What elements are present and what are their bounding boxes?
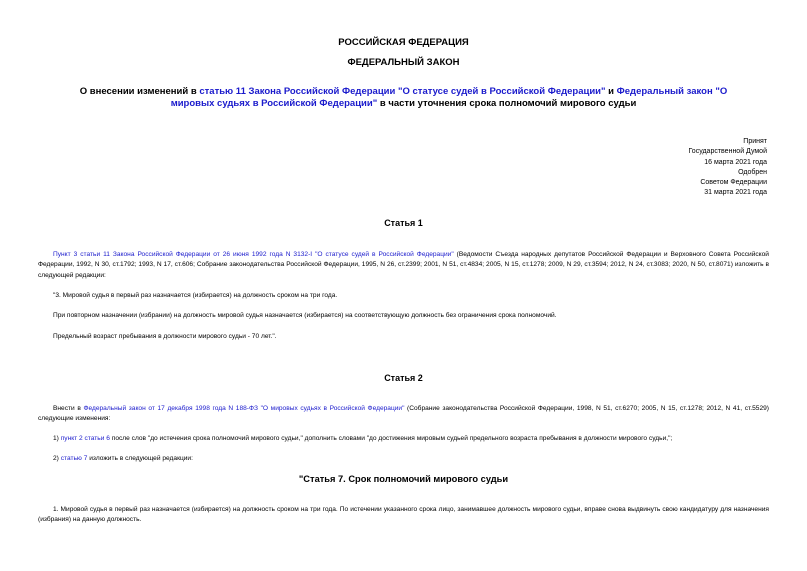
item-2-link[interactable]: статью 7 xyxy=(60,455,88,462)
article-2-item-1 xyxy=(38,434,769,444)
article-2-item-2 xyxy=(38,454,769,464)
article-1-paragraph: "3. Мировой судья в первый раз назначается (избирается) на должность сроком на три года. xyxy=(53,292,338,299)
item-1-text: после слов "до истечения срока полномочий мирового судьи," дополнить словами "до достижения мировым судьей предельного возраста пребывания в должности мирового судьи,"; xyxy=(109,435,673,442)
title-suffix: в части уточнения срока полномочий мирового судьи xyxy=(377,98,637,109)
adoption-block xyxy=(567,137,767,199)
article-1-intro xyxy=(38,250,769,281)
title-link-article-11[interactable]: статью 11 Закона Российской Федерации "О статусе судей в Российской Федерации" xyxy=(199,86,606,97)
article-1-intro-text: (Ведомости Съезда народных депутатов Российской Федерации и Верховного Совета Российской Федерации, 1992, N 30, ст.1792; 1993, N 17, ст.606; Собрание законодательства Российской Федерации, 1995, N 26, ст.2399; 2001, N 51, ст.4834; 2005, N 15, ст.1278; 2009, N 29, ст.3594; 2012, N 24, ст.3083; 2020, N 50, ст.8071) изложить в следующей редакции: xyxy=(38,251,769,279)
item-number: 1) xyxy=(53,435,61,442)
adoption-line: Государственной Думой xyxy=(688,148,767,156)
article-7-subheading: "Статья 7. Срок полномочий мирового судьи xyxy=(298,474,509,484)
federation-heading: РОССИЙСКАЯ ФЕДЕРАЦИЯ xyxy=(338,37,469,48)
law-title xyxy=(70,86,737,110)
approval-line: Одобрен xyxy=(738,168,767,176)
article-2-intro-prefix: Внести в xyxy=(53,405,84,412)
item-2-text: изложить в следующей редакции: xyxy=(87,455,193,462)
article-1-paragraph: Предельный возраст пребывания в должности мирового судьи - 70 лет.". xyxy=(53,333,277,340)
article-1-heading: Статья 1 xyxy=(384,218,423,228)
approval-line: Советом Федерации xyxy=(700,179,767,187)
approval-date: 31 марта 2021 года xyxy=(704,189,767,197)
title-link-federal-law[interactable]: Федеральный закон "О мировых судьях в Российской Федерации" xyxy=(170,86,728,109)
article-2-intro-link[interactable]: Федеральный закон от 17 декабря 1998 года N 188-ФЗ "О мировых судьях в Российской Федерации" xyxy=(83,405,405,412)
article-2-intro-text: (Собрание законодательства Российской Федерации, 1998, N 51, ст.6270; 2005, N 15, ст.1278; 2012, N 41, ст.5529) следующие изменения: xyxy=(38,405,769,423)
article-2-intro xyxy=(38,404,769,425)
adoption-date: 16 марта 2021 года xyxy=(704,158,767,166)
title-prefix: О внесении изменений в xyxy=(79,86,200,97)
article-1-intro-link[interactable]: Пункт 3 статьи 11 Закона Российской Федерации от 26 июня 1992 года N 3132-I "О статусе судей в Российской Федерации" xyxy=(53,251,454,258)
article-1-paragraph: При повторном назначении (избрании) на должность мировой судья назначается (избирается) на соответствующую должность без ограничения срока полномочий. xyxy=(53,312,557,319)
adoption-line: Принят xyxy=(743,138,767,145)
item-1-link[interactable]: пункт 2 статьи 6 xyxy=(60,435,110,442)
article-7-paragraph: 1. Мировой судья в первый раз назначается (избирается) на должность сроком на три года. По истечении указанного срока лицо, занимавшее должность мирового судьи, вправе снова выдвинуть свою кандидатуру для назначения (избрания) на данную должность. xyxy=(38,506,769,524)
item-number: 2) xyxy=(53,455,61,462)
article-2-heading: Статья 2 xyxy=(384,373,423,383)
law-type-heading: ФЕДЕРАЛЬНЫЙ ЗАКОН xyxy=(347,57,460,68)
title-middle: и xyxy=(605,86,617,97)
